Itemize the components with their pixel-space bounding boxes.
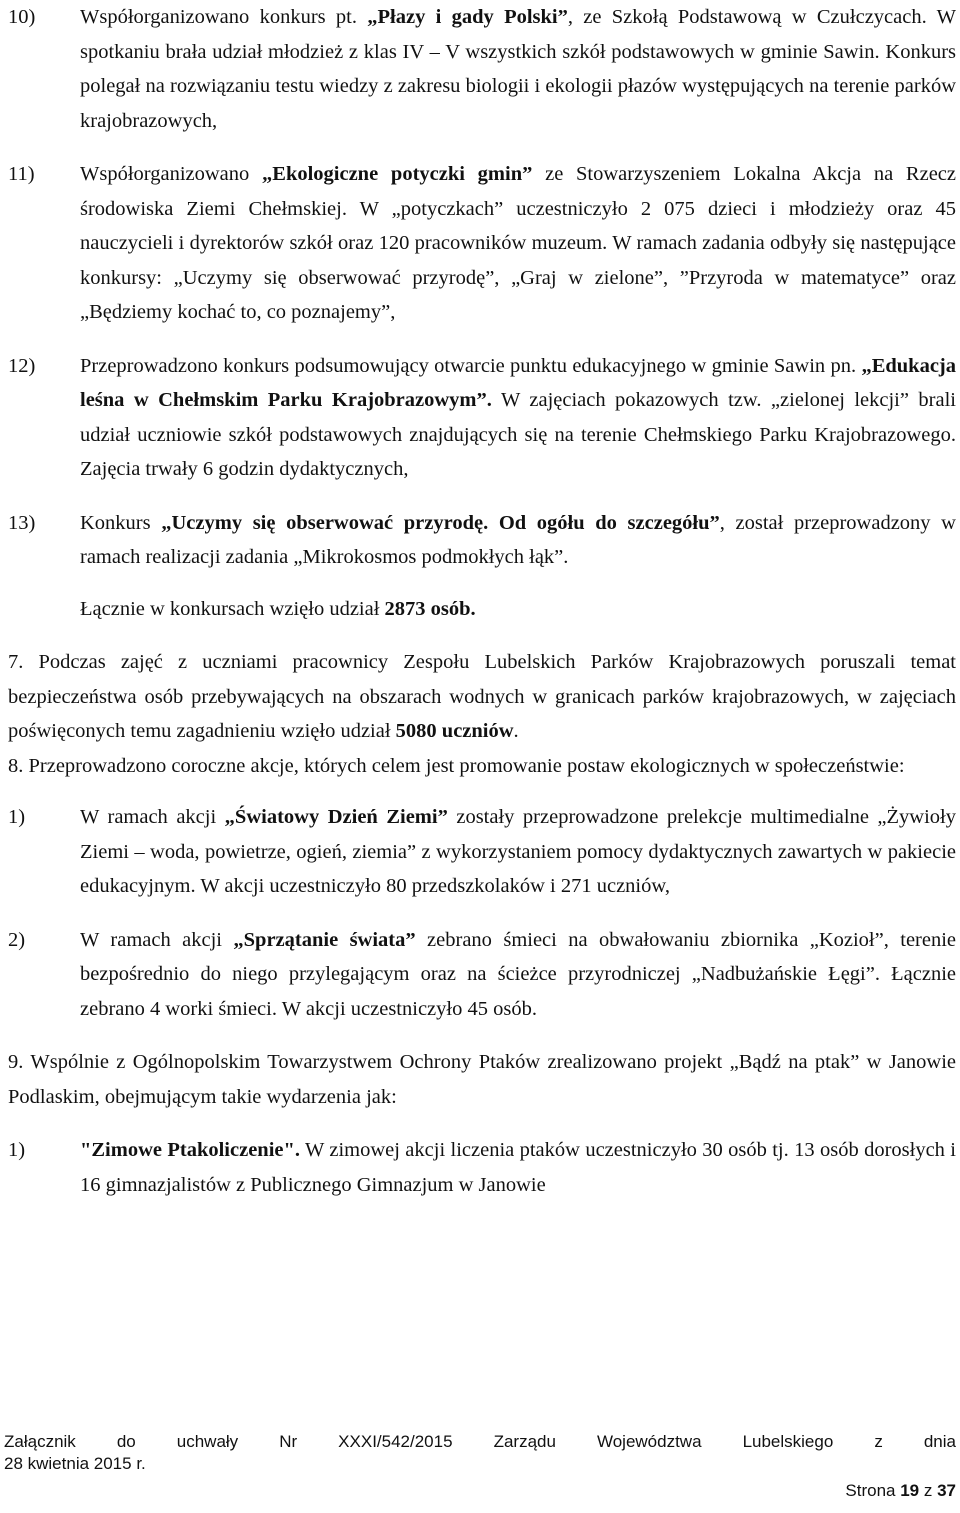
footer-resolution: Załącznik do uchwały Nr XXXI/542/2015 Zarządu Województwa Lubelskiego z dnia	[4, 1432, 956, 1451]
item-bold-title: „Ekologiczne potyczki gmin”	[262, 163, 533, 185]
item-bold-title: "Zimowe Ptakoliczenie".	[80, 1139, 300, 1161]
page-current: 19	[900, 1481, 920, 1500]
page-footer	[4, 1431, 956, 1475]
section-text: 7. Podczas zajęć z uczniami pracownicy Zespołu Lubelskich Parków Krajobrazowych poruszali temat bezpieczeństwa osób przebywających na obszarach wodnych w granicach parków krajobrazowych, w zajęciach poświęconych temu zagadnieniu wzięło udział	[8, 651, 956, 742]
item-text: Przeprowadzono konkurs podsumowujący otwarcie punktu edukacyjnego w gminie Sawin pn.	[80, 354, 862, 377]
list-item-10	[8, 0, 956, 138]
total-text: Łącznie w konkursach wzięło udział	[80, 597, 385, 620]
page-number	[845, 1480, 956, 1502]
footer-date: 28 kwietnia 2015 r.	[4, 1454, 146, 1473]
item-text: Współorganizowano	[80, 163, 263, 185]
page-label: Strona	[845, 1481, 901, 1500]
item-text: W ramach akcji	[80, 806, 225, 828]
item-bold-title: „Płazy i gady Polski”	[367, 6, 568, 28]
total-count: 2873 osób.	[384, 597, 476, 620]
contest-total	[8, 592, 956, 627]
list-number: 2)	[8, 928, 26, 951]
item-text: zebrano śmieci na obwałowaniu zbiornika „Kozioł”, terenie bezpośrednio do niego przylegającym oraz na ścieżce przyrodniczej „Nadbużańskie Łęgi”. Łącznie zebrano 4 worki śmieci. W akcji uczestniczyło 45 osób.	[80, 928, 957, 1020]
section-7	[8, 645, 956, 749]
section-8-intro: 8. Przeprowadzono coroczne akcje, których celem jest promowanie postaw ekologicznych w społeczeństwie:	[8, 754, 905, 777]
list-item-11	[8, 157, 956, 330]
item-bold-title: „Światowy Dzień Ziemi”	[224, 806, 448, 828]
item-text: , został przeprowadzony w ramach realizacji zadania „Mikrokosmos podmokłych łąk”.	[80, 511, 956, 568]
item-text: ze Stowarzyszeniem Lokalna Akcja na Rzecz środowiska Ziemi Chełmskiej. W „potyczkach” uczestniczyło 2 075 dzieci i młodzieży oraz 45 nauczycieli i dyrektorów szkół oraz 120 pracowników muzeum. W ramach zadania odbyły się następujące konkursy: „Uczymy się obserwować przyrodę”, „Graj w zielone”, ”Przyroda w matematyce” oraz „Będziemy kochać to, co poznajemy”,	[80, 163, 956, 323]
item-text: Konkurs	[80, 511, 162, 534]
section-9-intro: 9. Wspólnie z Ogólnopolskim Towarzystwem Ochrony Ptaków zrealizowano projekt „Bądź na ptak” w Janowie Podlaskim, obejmującym takie wydarzenia jak:	[8, 1051, 956, 1108]
item-text: W zimowej akcji liczenia ptaków uczestniczyło 30 osób tj. 13 osób dorosłych i 16 gimnazjalistów z Publicznego Gimnazjum w Janowie	[80, 1139, 956, 1196]
list-number: 11)	[8, 163, 35, 185]
item-text: , ze Szkołą Podstawową w Czułczycach. W spotkaniu brała udział młodzież z klas IV – V wszystkich szkół podstawowych w gminie Sawin. Konkurs polegał na rozwiązaniu testu wiedzy z zakresu biologii i ekologii płazów występujących na terenie parków krajobrazowych,	[80, 6, 956, 132]
section-8-item-2	[8, 923, 956, 1027]
item-bold-title: „Sprzątanie świata”	[233, 928, 416, 951]
list-item-13	[8, 506, 956, 575]
item-bold-title: „Edukacja leśna w Chełmskim Parku Krajobrazowym”.	[80, 354, 956, 411]
list-number: 12)	[8, 354, 36, 377]
item-bold-title: „Uczymy się obserwować przyrodę. Od ogółu do szczegółu”	[161, 511, 720, 534]
page-separator: z	[919, 1481, 938, 1500]
list-item-12	[8, 349, 956, 487]
section-8-item-1	[8, 800, 956, 904]
list-number: 1)	[8, 1139, 26, 1161]
document-body	[8, 0, 956, 1202]
item-text: W zajęciach pokazowych tzw. „zielonej lekcji” brali udział uczniowie szkół podstawowych znajdujących się na terenie Chełmskiego Parku Krajobrazowego. Zajęcia trwały 6 godzin dydaktycznych,	[80, 389, 956, 480]
list-number: 10)	[8, 6, 36, 28]
students-count: 5080 uczniów	[395, 720, 514, 742]
list-number: 1)	[8, 806, 26, 828]
item-text: zostały przeprowadzone prelekcje multimedialne „Żywioły Ziemi – woda, powietrze, ogień, ziemia” z wykorzystaniem pomocy dydaktycznych zawartych w pakiecie edukacyjnym. W akcji uczestniczyło 80 przedszkolaków i 271 uczniów,	[80, 806, 956, 897]
item-text: Współorganizowano konkurs pt.	[80, 6, 368, 28]
page-total: 37	[937, 1481, 956, 1500]
section-9-item-1	[8, 1133, 956, 1202]
list-number: 13)	[8, 511, 36, 534]
item-text: W ramach akcji	[80, 928, 234, 951]
section-text: .	[513, 720, 519, 742]
